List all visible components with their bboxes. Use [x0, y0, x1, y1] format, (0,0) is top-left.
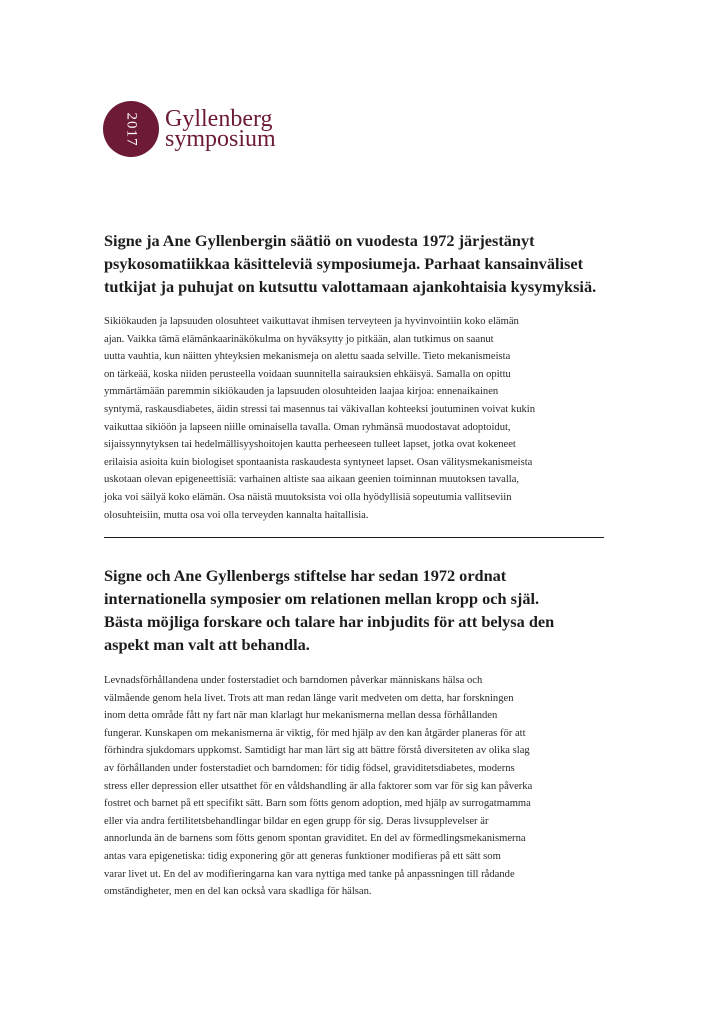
body-line: Levnadsförhållandena under fosterstadiet och barndomen påverkar människans hälsa och: [104, 675, 483, 686]
finnish-heading: [104, 229, 614, 298]
logo-line-1: Gyllenberg: [165, 106, 273, 132]
body-line: ymmärtämään paremmin sikiökauden ja lapsuuden olosuhteiden laajaa kirjoa: ennenaikainen: [104, 386, 499, 398]
body-line: fostret och barnet på ett specifikt sätt. Barn som fötts genom adoption, med hjälp av surrogatmamma: [104, 798, 531, 810]
swedish-heading: [104, 564, 614, 656]
section-divider: [104, 537, 604, 538]
finnish-body: [104, 313, 614, 524]
body-line: joka voi säilyä koko elämän. Osa näistä muutoksista voi olla hyödyllisiä sopeutumia vallitseviin: [104, 491, 512, 503]
body-line: antas vara epigenetiska: tidig exponering gör att generas funktioner modifieras på ett sätt som: [104, 850, 501, 862]
body-line: sijaissynnytyksen tai hedelmällisyyshoitojen kautta perheeseen tulleet lapset, jotka ovat kokeneet: [104, 439, 516, 451]
heading-line: Signe ja Ane Gyllenbergin säätiö on vuodesta 1972 järjestänyt: [104, 231, 535, 250]
body-line: olosuhteisiin, mutta osa voi olla terveyden kannalta haitallisia.: [104, 509, 369, 521]
body-line: ajan. Vaikka tämä elämänkaarinäkökulma on hyväksytty jo pitkään, alan tutkimus on saanut: [104, 333, 494, 345]
body-line: eller via andra fertilitetsbehandlingar bildar en egen grupp för sig. Deras livsupplevelser är: [104, 815, 489, 827]
swedish-section: [104, 564, 614, 901]
logo-seal: [103, 101, 159, 157]
body-line: Sikiökauden ja lapsuuden olosuhteet vaikuttavat ihmisen terveyteen ja hyvinvointiin koko elämän: [104, 316, 519, 327]
body-line: fungerar. Kunskapen om mekanismerna är viktig, för med hjälp av den kan åtgärder planeras för att: [104, 727, 526, 739]
body-line: välmående genom hela livet. Trots att man redan länge varit medveten om detta, har forskningen: [104, 692, 514, 704]
body-line: syntymä, raskausdiabetes, äidin stressi tai masennus tai väkivallan kohteeksi joutuminen voivat kukin: [104, 403, 536, 415]
heading-line: Bästa möjliga forskare och talare har inbjudits för att belysa den: [104, 612, 555, 631]
body-line: av förhållanden under fosterstadiet och barndomen: för tidig födsel, graviditetsdiabetes, moderns: [104, 762, 515, 774]
body-line: inom detta område fått ny fart när man klarlagt hur mekanismerna mellan dessa förhållanden: [104, 710, 498, 722]
heading-line: aspekt man valt att behandla.: [104, 635, 310, 654]
body-line: varar livet ut. En del av modifieringarna kan vara nyttiga med tanke på anpassningen till rådande: [104, 868, 515, 880]
body-line: annorlunda än de barnens som fötts genom spontan graviditet. En del av förmedlingsmekanismerna: [104, 833, 526, 845]
body-line: förhindra sjukdomars uppkomst. Samtidigt har man lärt sig att bättre förstå diversiteten av olika slag: [104, 745, 530, 757]
finnish-section: [104, 229, 614, 524]
heading-line: Signe och Ane Gyllenbergs stiftelse har sedan 1972 ordnat: [104, 566, 507, 585]
heading-line: internationella symposier om relationen mellan kropp och själ.: [104, 589, 540, 608]
heading-line: tutkijat ja puhujat on kutsuttu valottamaan ajankohtaisia kysymyksiä.: [104, 277, 597, 296]
swedish-body: [104, 672, 614, 901]
body-line: omständigheter, men en del kan också vara skadliga för hälsan.: [104, 886, 372, 898]
heading-line: psykosomatiikkaa käsitteleviä symposiumeja. Parhaat kansainväliset: [104, 254, 583, 273]
body-line: on tärkeää, koska niiden perusteella voidaan suunnitella sairauksien ehkäisyä. Samalla on opittu: [104, 368, 511, 380]
gyllenberg-logo: [103, 101, 276, 157]
body-line: vaikuttaa sikiöön ja lapseen niille ominaisella tavalla. Oman ryhmänsä muodostavat adoptoidut,: [104, 421, 511, 433]
logo-line-2: symposium: [165, 126, 276, 152]
logo-year: 2017: [123, 112, 140, 146]
body-line: uskotaan olevan epigeneettisiä: varhainen altiste saa aikaan geenien toiminnan muutoksen tavalla,: [104, 474, 520, 486]
body-line: uutta vauhtia, kun näitten yhteyksien mekanismeja on alettu saada selville. Tieto mekanismeista: [104, 351, 511, 363]
logo-wordmark: [165, 106, 276, 152]
body-line: stress eller depression eller utsatthet för en våldshandling är alla faktorer som var för sig kan påverka: [104, 780, 533, 792]
body-line: erilaisia asioita kuin biologiset spontaanista raskaudesta syntyneet lapset. Osan välitysmekanismeista: [104, 456, 533, 468]
